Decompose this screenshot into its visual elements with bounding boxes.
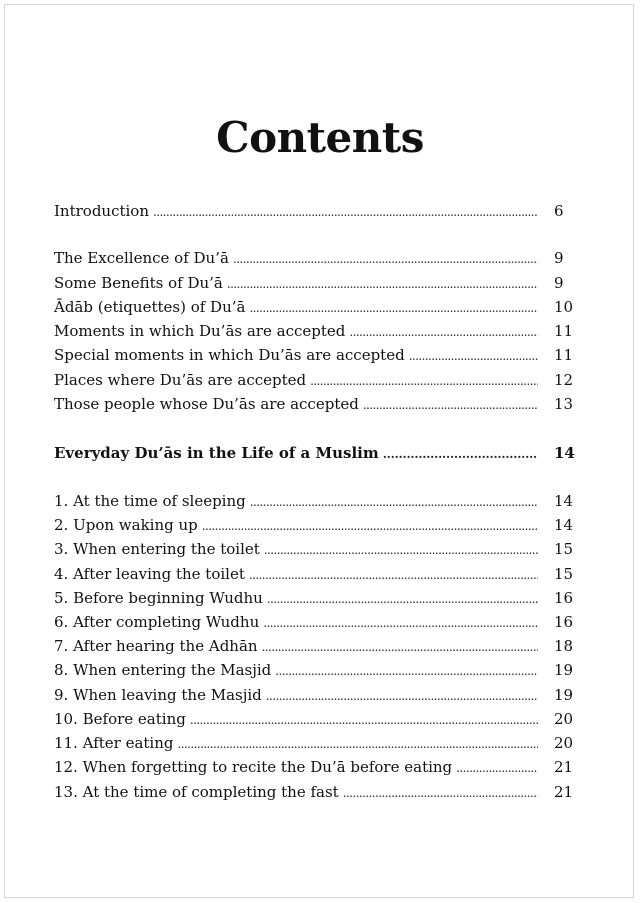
toc-page-number: 16 [554,613,574,631]
toc-entry-label: 10. Before eating [54,710,186,728]
toc-page-number: 19 [554,686,574,704]
toc-entry-label: 7. After hearing the Adhān [54,637,258,655]
toc-entry-label: 3. When entering the toilet [54,540,260,558]
toc-entry-label: The Excellence of Du’ā [54,249,229,267]
page-title: Contents [216,113,424,162]
toc-page-number: 15 [554,540,574,558]
toc-entry-label: 9. When leaving the Masjid [54,686,262,704]
toc-page-number: 20 [554,734,574,752]
toc-entry-label: 4. After leaving the toilet [54,565,245,583]
toc-entry[interactable] [54,246,578,270]
toc-page-number: 9 [554,274,564,292]
leader-dots [263,610,538,635]
toc-entry-label: 11. After eating [54,734,174,752]
toc-entry-label: Places where Du’ās are accepted [54,371,307,389]
leader-dots [227,271,538,296]
toc-entry[interactable] [54,489,578,513]
toc-entry[interactable] [54,392,578,416]
toc-entry-label: Everyday Du’ās in the Life of a Muslim [54,444,379,462]
toc-page-number: 21 [554,783,574,801]
toc-entry[interactable] [54,707,578,731]
toc-entry[interactable] [54,199,578,223]
toc-page-number: 6 [554,202,564,220]
toc-entry[interactable] [54,658,578,682]
toc-entry[interactable] [54,755,578,779]
toc-entry-label: Special moments in which Du’ās are accepted [54,346,405,364]
leader-dots [275,658,538,683]
leader-dots [249,295,538,320]
leader-dots [456,755,538,780]
toc-entry-label: Those people whose Du’ās are accepted [54,395,359,413]
leader-dots [363,392,538,417]
toc-page-number: 11 [554,346,574,364]
toc-entry-label: 5. Before beginning Wudhu [54,589,263,607]
toc-page-number: 11 [554,322,574,340]
toc-entry[interactable] [54,731,578,755]
leader-dots [202,513,538,538]
leader-dots [178,731,539,756]
toc-entry[interactable] [54,780,578,804]
toc-page-number: 19 [554,661,574,679]
toc-page-number: 15 [554,565,574,583]
toc-entry[interactable] [54,513,578,537]
toc-page-number: 14 [554,444,575,462]
toc-entry[interactable] [54,683,578,707]
leader-dots [267,586,538,611]
leader-dots [262,634,538,659]
toc-entry-label: Introduction [54,202,149,220]
toc-entry-label: 13. At the time of completing the fast [54,783,339,801]
toc-page-number: 13 [554,395,574,413]
leader-dots [409,343,538,368]
toc-page-number: 14 [554,516,574,534]
toc-entry-label: Ādāb (etiquettes) of Du’ā [54,298,246,316]
toc-entry-label: 12. When forgetting to recite the Du’ā before eating [54,758,453,776]
toc-page-number: 9 [554,249,564,267]
leader-dots [310,368,538,393]
leader-dots [343,780,538,805]
toc-entry-label: 2. Upon waking up [54,516,198,534]
toc-entry-label: 8. When entering the Masjid [54,661,272,679]
leader-dots [153,199,538,224]
leader-dots [383,441,538,466]
leader-dots [190,707,538,732]
toc-entry[interactable] [54,368,578,392]
toc-page-number: 18 [554,637,574,655]
toc-entry[interactable] [54,537,578,561]
leader-dots [349,319,538,344]
toc-entry-label: Moments in which Du’ās are accepted [54,322,346,340]
toc-page-number: 14 [554,492,574,510]
toc-entry[interactable] [54,343,578,367]
toc-page-number: 16 [554,589,574,607]
leader-dots [250,489,538,514]
toc-entry[interactable] [54,295,578,319]
toc-entry[interactable] [54,271,578,295]
toc-entry[interactable] [54,634,578,658]
toc-page-number: 12 [554,371,574,389]
leader-dots [249,562,538,587]
toc-entry-label: 6. After completing Wudhu [54,613,260,631]
leader-dots [233,246,538,271]
toc-entry[interactable] [54,562,578,586]
toc-entry-label: 1. At the time of sleeping [54,492,246,510]
toc-entry[interactable] [54,319,578,343]
toc-entry[interactable] [54,586,578,610]
toc-page-number: 20 [554,710,574,728]
toc-page-number: 10 [554,298,574,316]
leader-dots [266,683,538,708]
toc-entry-label: Some Benefits of Du’ā [54,274,223,292]
toc-section-heading[interactable] [54,441,578,465]
toc-page-number: 21 [554,758,574,776]
toc-entry[interactable] [54,610,578,634]
leader-dots [264,537,538,562]
